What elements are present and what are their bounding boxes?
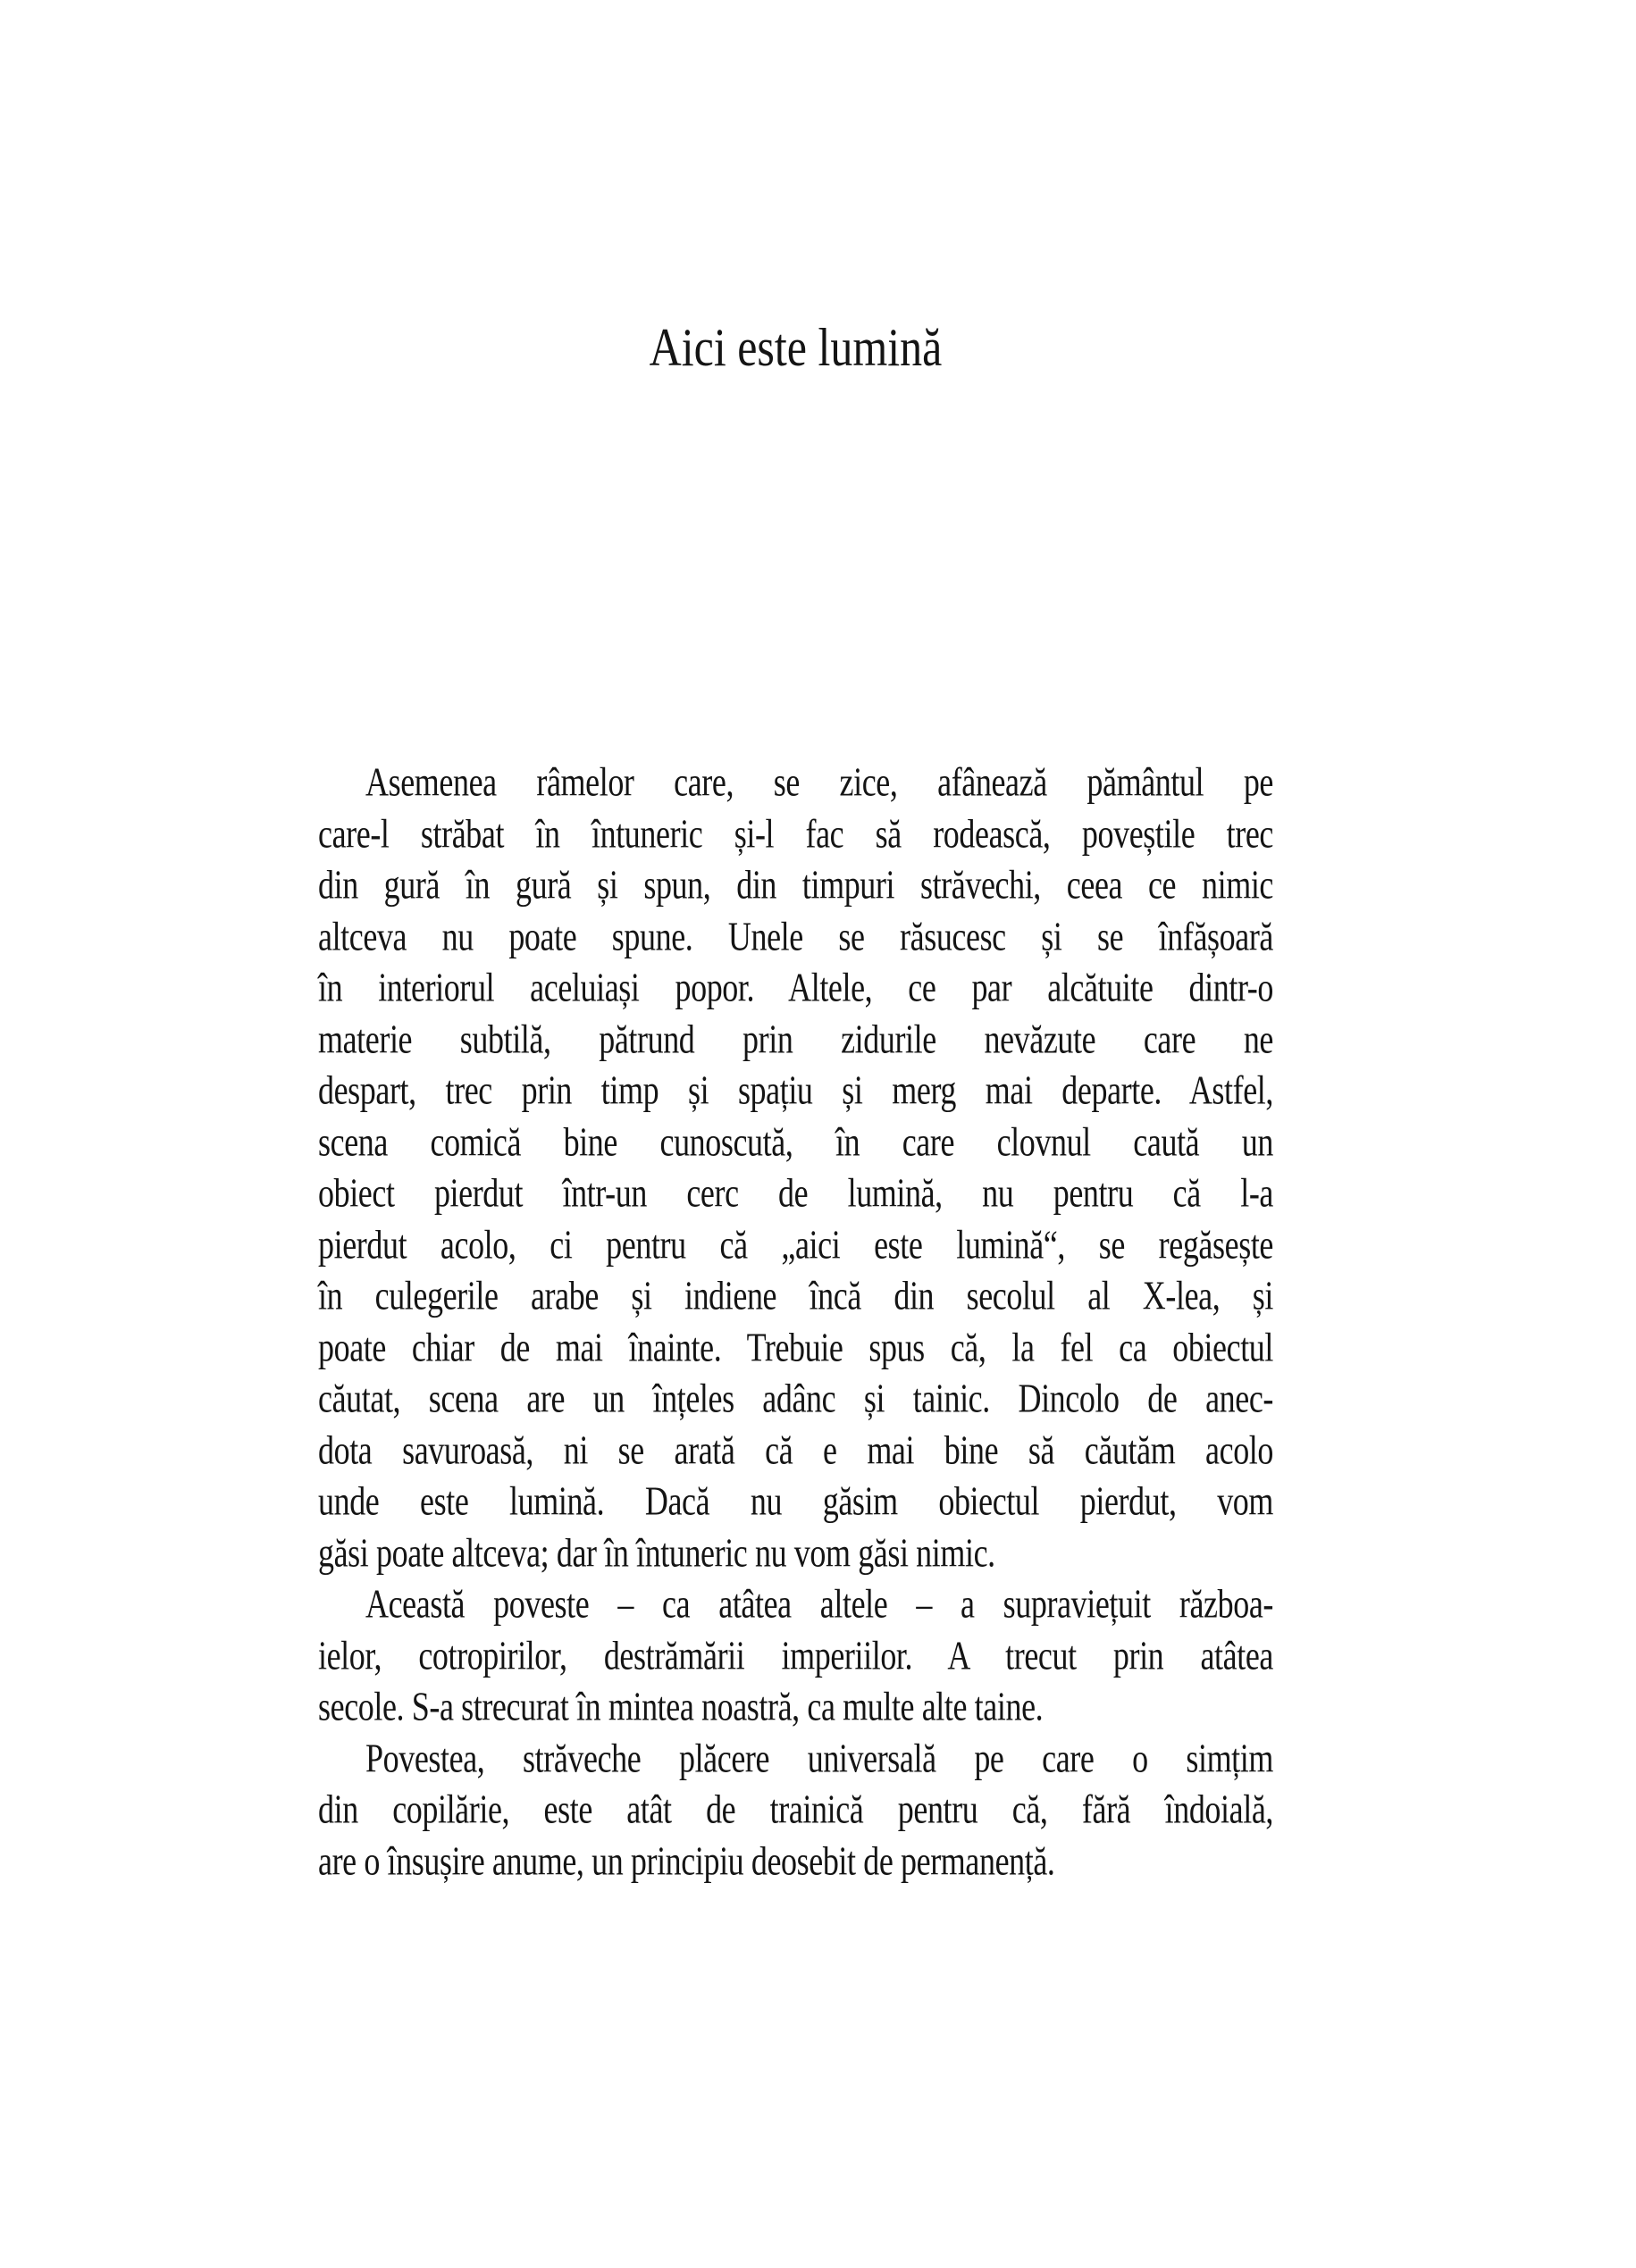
- text-line: ielor, cotropirilor, destrămării imperiilor. A trecut prin atâtea: [318, 1633, 1273, 1678]
- text-line: care-l străbat în întuneric și-l fac să rodească, poveștile trec: [318, 811, 1273, 857]
- paragraph: [318, 1737, 1273, 1891]
- text-line: din gură în gură și spun, din timpuri străvechi, ceea ce nimic: [318, 862, 1273, 908]
- text-line: pierdut acolo, ci pentru că „aici este lumină“, se regăsește: [318, 1222, 1273, 1268]
- text-line: din copilărie, este atât de trainică pentru că, fără îndoială,: [318, 1787, 1273, 1832]
- text-line: unde este lumină. Dacă nu găsim obiectul pierdut, vom: [318, 1478, 1273, 1524]
- chapter-title: Aici este lumină: [649, 316, 943, 377]
- text-line: altceva nu poate spune. Unele se răsucesc și se înfășoară: [318, 914, 1273, 959]
- text-line: poate chiar de mai înainte. Trebuie spus că, la fel ca obiectul: [318, 1325, 1273, 1370]
- text-line: în culegerile arabe și indiene încă din secolul al X-lea, și: [318, 1273, 1273, 1318]
- text-line: despart, trec prin timp și spațiu și merg mai departe. Astfel,: [318, 1067, 1273, 1113]
- text-line: scena comică bine cunoscută, în care clovnul caută un: [318, 1119, 1273, 1165]
- body-text: [318, 760, 1273, 1890]
- text-line: în interiorul aceluiași popor. Altele, ce par alcătuite dintr-o: [318, 965, 1273, 1010]
- text-line: căutat, scena are un înțeles adânc și tainic. Dincolo de anec-: [318, 1376, 1273, 1421]
- text-line: Povestea, străveche plăcere universală pe care o simțim: [365, 1736, 1273, 1781]
- paragraph: [318, 760, 1273, 1582]
- text-line: are o însușire anume, un principiu deosebit de permanență.: [318, 1838, 1055, 1884]
- text-line: obiect pierdut într-un cerc de lumină, nu pentru că l-a: [318, 1170, 1273, 1216]
- paragraph: [318, 1582, 1273, 1737]
- text-line: Asemenea râmelor care, se zice, afânează pământul pe: [365, 759, 1273, 805]
- text-line: Această poveste – ca atâtea altele – a supraviețuit războa-: [365, 1581, 1273, 1627]
- text-line: dota savuroasă, ni se arată că e mai bine să căutăm acolo: [318, 1427, 1273, 1473]
- text-line: găsi poate altceva; dar în întuneric nu vom găsi nimic.: [318, 1530, 995, 1576]
- text-line: secole. S-a strecurat în mintea noastră, ca multe alte taine.: [318, 1684, 1044, 1729]
- text-line: materie subtilă, pătrund prin zidurile nevăzute care ne: [318, 1017, 1273, 1062]
